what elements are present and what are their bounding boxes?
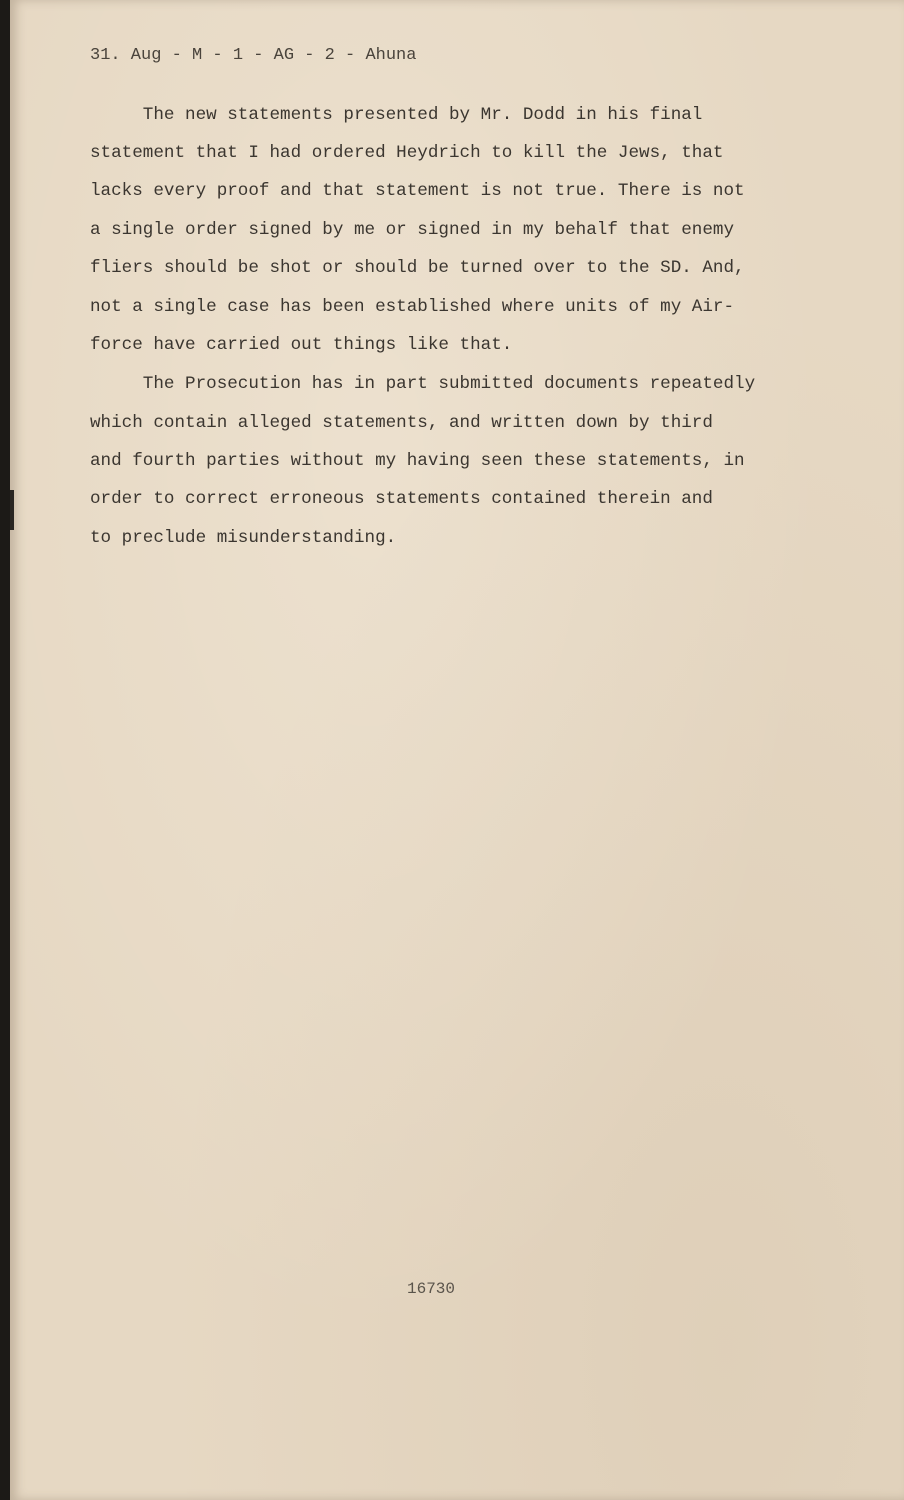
paragraph-1-line-1: The new statements presented by Mr. Dodd in his final <box>90 105 703 125</box>
page-number: 16730 <box>407 1280 456 1298</box>
paragraph-2-line-1: The Prosecution has in part submitted documents repeatedly <box>90 374 756 394</box>
paragraph-2-line-4: order to correct erroneous statements contained therein and <box>90 489 713 509</box>
page-header: 31. Aug - M - 1 - AG - 2 - Ahuna <box>90 46 417 65</box>
paragraph-1-line-2: statement that I had ordered Heydrich to kill the Jews, that <box>90 143 724 163</box>
paragraph-2-line-2: which contain alleged statements, and written down by third <box>90 413 713 433</box>
paragraph-2-line-3: and fourth parties without my having seen these statements, in <box>90 451 745 471</box>
paragraph-2-line-5: to preclude misunderstanding. <box>90 528 397 548</box>
paragraph-1-line-7: force have carried out things like that. <box>90 335 513 355</box>
paragraph-1-line-3: lacks every proof and that statement is not true. There is not <box>90 181 745 201</box>
page-edge-mark <box>10 490 14 530</box>
document-page <box>10 0 904 1500</box>
paragraph-1-line-6: not a single case has been established where units of my Air- <box>90 297 735 317</box>
paragraph-1-line-4: a single order signed by me or signed in my behalf that enemy <box>90 220 735 240</box>
paragraph-1-line-5: fliers should be shot or should be turned over to the SD. And, <box>90 258 745 278</box>
